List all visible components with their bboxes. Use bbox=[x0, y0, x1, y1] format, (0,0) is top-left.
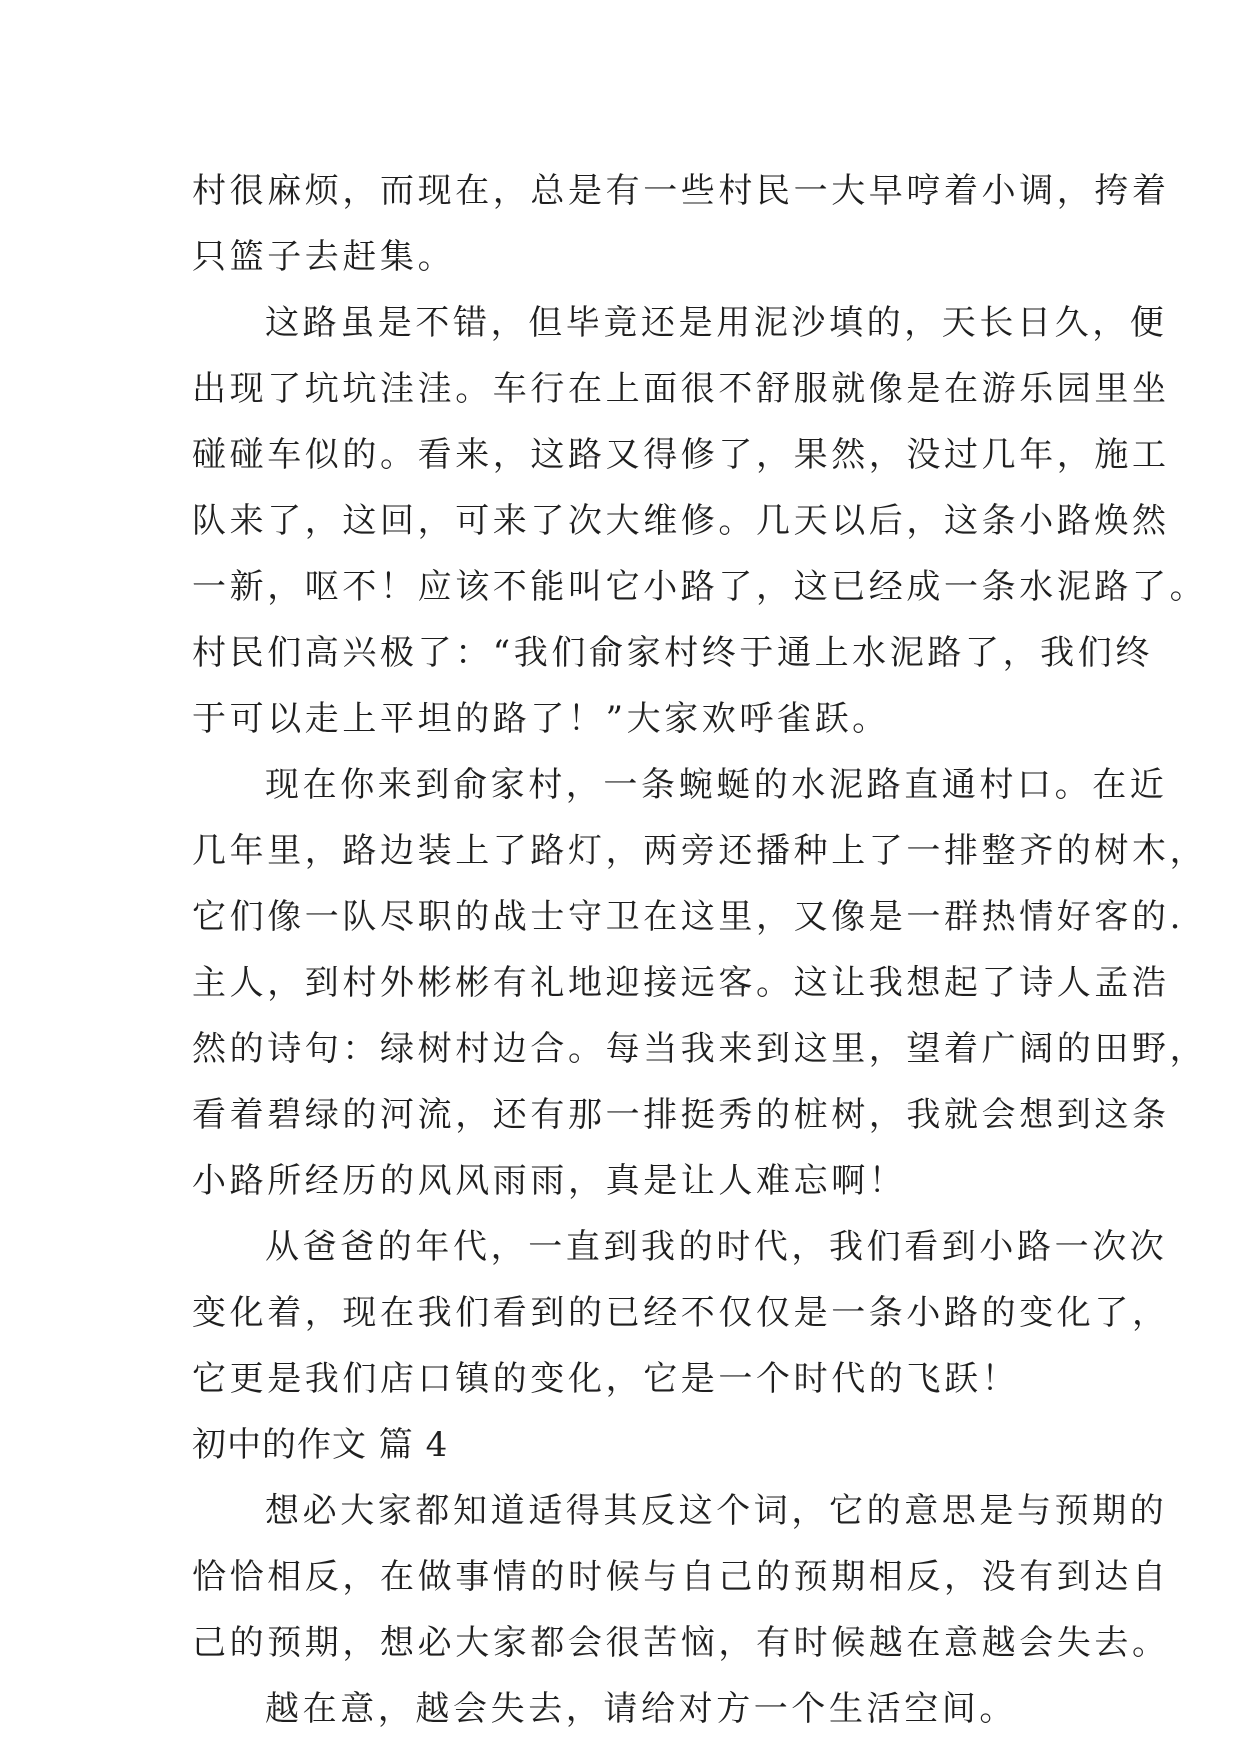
text-line: 于可以走上平坦的路了！”大家欢呼雀跃。 bbox=[192, 699, 890, 739]
text-line: 看着碧绿的河流，还有那一排挺秀的桩树，我就会想到这条 bbox=[192, 1095, 1170, 1135]
paragraph-start-line: 这路虽是不错，但毕竟还是用泥沙填的，天长日久，便 bbox=[265, 303, 1168, 343]
text-line: 碰碰车似的。看来，这路又得修了，果然，没过几年，施工 bbox=[192, 435, 1170, 475]
paragraph-start-line: 从爸爸的年代，一直到我的时代，我们看到小路一次次 bbox=[265, 1227, 1168, 1267]
text-line: 主人，到村外彬彬有礼地迎接远客。这让我想起了诗人孟浩 bbox=[192, 963, 1170, 1003]
text-line: 出现了坑坑洼洼。车行在上面很不舒服就像是在游乐园里坐 bbox=[192, 369, 1170, 409]
text-line: 己的预期，想必大家都会很苦恼，有时候越在意越会失去。 bbox=[192, 1623, 1170, 1663]
paragraph-start-line: 现在你来到俞家村，一条蜿蜒的水泥路直通村口。在近 bbox=[265, 765, 1168, 805]
text-line: 几年里，路边装上了路灯，两旁还播种上了一排整齐的树木， bbox=[192, 831, 1208, 871]
text-line: 村民们高兴极了：“我们俞家村终于通上水泥路了，我们终 bbox=[192, 633, 1153, 673]
text-line: 它更是我们店口镇的变化，它是一个时代的飞跃！ bbox=[192, 1359, 1020, 1399]
paragraph-start-line: 越在意，越会失去，请给对方一个生活空间。 bbox=[265, 1689, 1017, 1729]
text-line: 变化着，现在我们看到的已经不仅仅是一条小路的变化了， bbox=[192, 1293, 1170, 1333]
text-line: 恰恰相反，在做事情的时候与自己的预期相反，没有到达自 bbox=[192, 1557, 1170, 1597]
essay-body bbox=[192, 158, 1208, 1742]
text-line: 一新，呕不！应该不能叫它小路了，这已经成一条水泥路了。 bbox=[192, 567, 1208, 607]
section-heading: 初中的作文 篇 4 bbox=[192, 1425, 449, 1465]
paragraph-start-line: 想必大家都知道适得其反这个词，它的意思是与预期的 bbox=[265, 1491, 1168, 1531]
text-line: 只篮子去赶集。 bbox=[192, 237, 456, 277]
text-line: 小路所经历的风风雨雨，真是让人难忘啊！ bbox=[192, 1161, 907, 1201]
text-line: 然的诗句：绿树村边合。每当我来到这里，望着广阔的田野， bbox=[192, 1029, 1208, 1069]
text-line: 队来了，这回，可来了次大维修。几天以后，这条小路焕然 bbox=[192, 501, 1170, 541]
text-line: 村很麻烦，而现在，总是有一些村民一大早哼着小调，挎着 bbox=[192, 171, 1170, 211]
text-line: 它们像一队尽职的战士守卫在这里，又像是一群热情好客的. bbox=[192, 897, 1185, 937]
